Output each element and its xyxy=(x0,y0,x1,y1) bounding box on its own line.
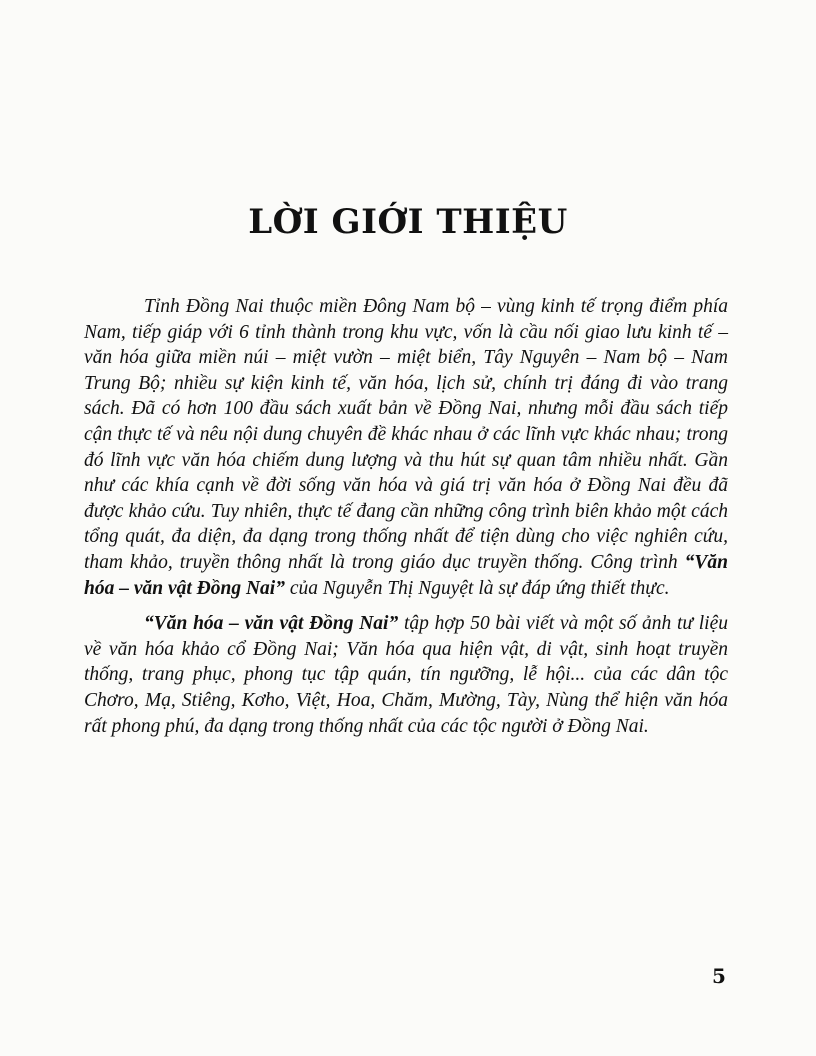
paragraph-2 xyxy=(84,611,728,739)
paragraph-1-text-end: của Nguyễn Thị Nguyệt là sự đáp ứng thiết thực. xyxy=(284,577,670,599)
introduction-text xyxy=(84,294,728,749)
paragraph-1-text: Tỉnh Đồng Nai thuộc miền Đông Nam bộ – vùng kinh tế trọng điểm phía Nam, tiếp giáp với 6 tỉnh thành trong khu vực, vốn là cầu nối giao lưu kinh tế – văn hóa giữa miền núi – miệt vườn – miệt biển, Tây Nguyên – Nam bộ – Nam Trung Bộ; nhiều sự kiện kinh tế, văn hóa, lịch sử, chính trị đáng đi vào trang sách. Đã có hơn 100 đầu sách xuất bản về Đồng Nai, nhưng mỗi đầu sách tiếp cận thực tế và nêu nội dung chuyên đề khác nhau ở các lĩnh vực khác nhau; trong đó lĩnh vực văn hóa chiếm dung lượng và thu hút sự quan tâm nhiều nhất. Gần như các khía cạnh về đời sống văn hóa và giá trị văn hóa ở Đồng Nai đều đã được khảo cứu. Tuy nhiên, thực tế đang cần những công trình biên khảo một cách tổng quát, đa diện, đa dạng trong thống nhất để tiện dùng cho việc nghiên cứu, tham khảo, truyền thông nhất là trong giáo dục truyền thống. Công trình xyxy=(84,296,728,573)
paragraph-2-text: tập hợp 50 bài viết và một số ảnh tư liệu về văn hóa khảo cổ Đồng Nai; Văn hóa qua hiện vật, di vật, sinh hoạt truyền thống, trang phục, phong tục tập quán, tín ngưỡng, lễ hội... của các dân tộc Chơro, Mạ, Stiêng, Kơho, Việt, Hoa, Chăm, Mường, Tày, Nùng thể hiện văn hóa rất phong phú, đa dạng trong thống nhất của các tộc người ở Đồng Nai. xyxy=(84,613,728,737)
page-title: LỜI GIỚI THIỆU xyxy=(248,202,568,242)
paragraph-1-book-title: “Văn hóa – văn vật Đồng Nai” xyxy=(84,551,728,599)
paragraph-1 xyxy=(84,294,728,601)
paragraph-2-book-title: “Văn hóa – văn vật Đồng Nai” xyxy=(144,613,399,635)
page-number: 5 xyxy=(712,964,726,988)
